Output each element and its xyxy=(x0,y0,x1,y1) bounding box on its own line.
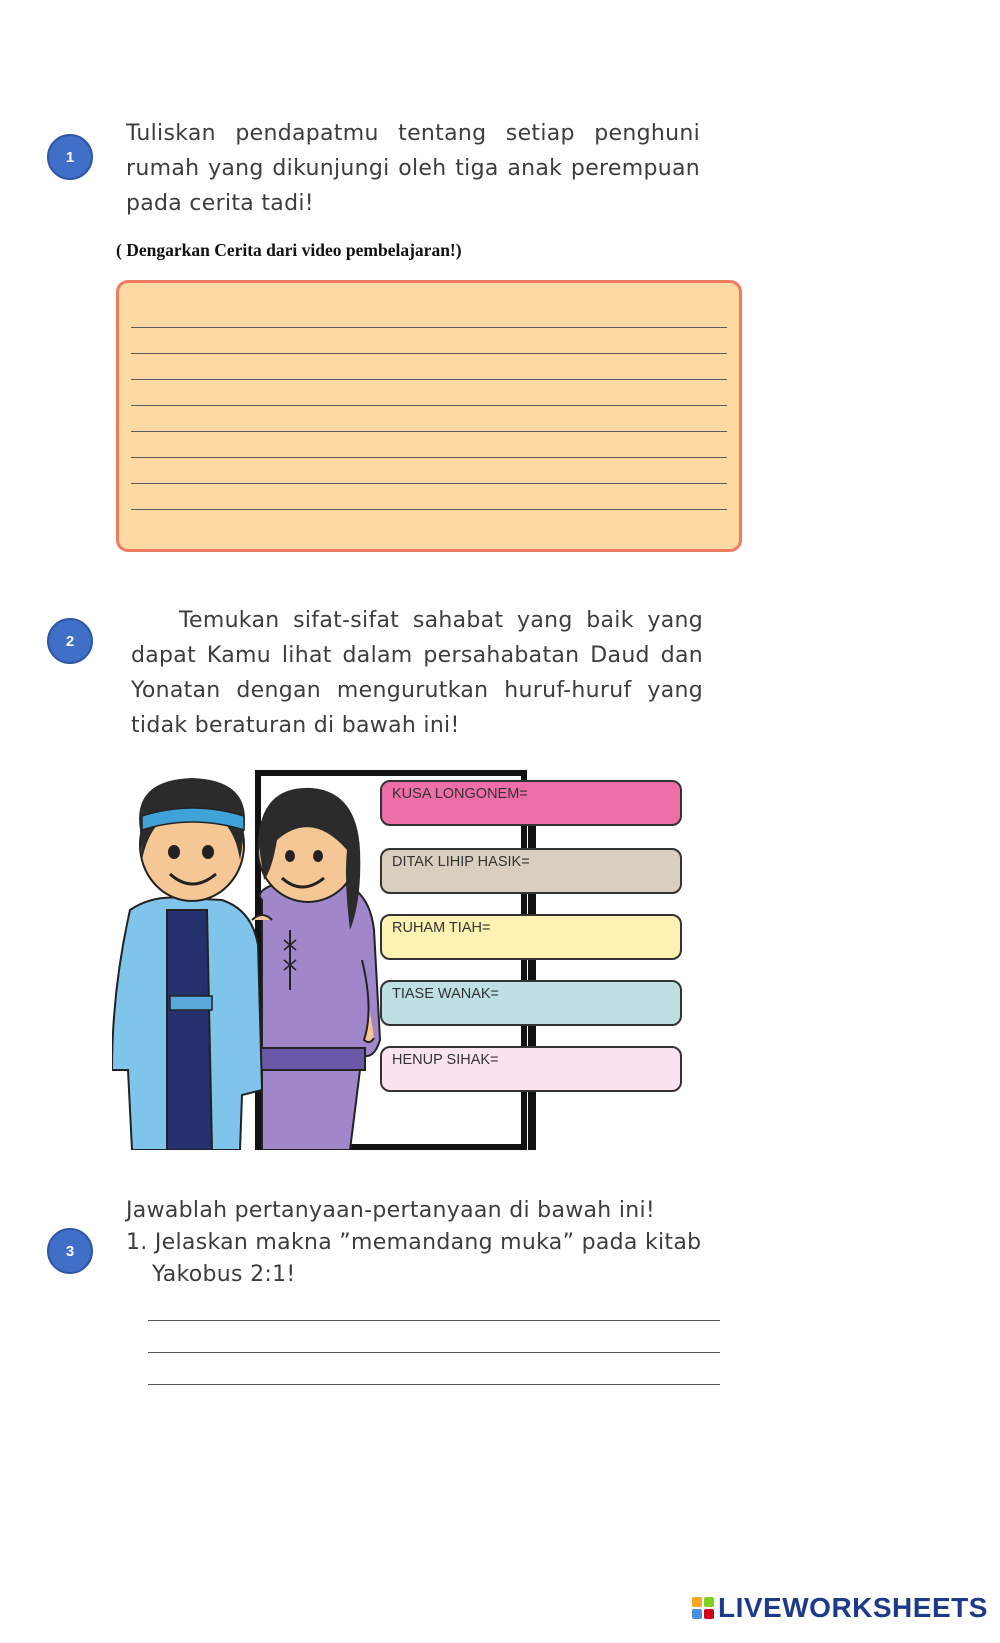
logo-cell xyxy=(692,1609,702,1619)
answer-box[interactable] xyxy=(116,280,742,552)
question-3-heading: Jawablah pertanyaan-pertanyaan di bawah ini! xyxy=(126,1198,656,1223)
scrambled-word-box[interactable] xyxy=(380,1046,682,1092)
question-number: 2 xyxy=(65,632,75,650)
word-puzzle-illustration xyxy=(112,770,682,1166)
scrambled-word-box[interactable] xyxy=(380,780,682,826)
question-number-badge xyxy=(47,1228,93,1274)
question-number: 3 xyxy=(65,1242,75,1260)
logo-cell xyxy=(692,1597,702,1607)
answer-line xyxy=(131,509,727,510)
scrambled-word: RUHAM TIAH= xyxy=(392,920,491,936)
scrambled-word: TIASE WANAK= xyxy=(392,986,500,1002)
answer-line xyxy=(131,457,727,458)
answer-line xyxy=(131,405,727,406)
question-3-item-cont: Yakobus 2:1! xyxy=(152,1262,296,1287)
answer-line xyxy=(131,353,727,354)
answer-line xyxy=(131,379,727,380)
scrambled-word: KUSA LONGONEM= xyxy=(392,786,528,802)
liveworksheets-logo[interactable] xyxy=(692,1592,988,1624)
logo-cell xyxy=(704,1597,714,1607)
question-2-text: Temukan sifat-sifat sahabat yang baik yang dapat Kamu lihat dalam persahabatan Daud dan Yonatan dengan mengurutkan huruf-huruf yang tidak beraturan di bawah ini! xyxy=(131,608,703,738)
answer-line xyxy=(131,431,727,432)
answer-line[interactable] xyxy=(148,1352,720,1353)
scrambled-word: DITAK LIHIP HASIK= xyxy=(392,854,530,870)
answer-line xyxy=(131,327,727,328)
scrambled-word-box[interactable] xyxy=(380,914,682,960)
question-1-text: Tuliskan pendapatmu tentang setiap penghuni rumah yang dikunjungi oleh tiga anak perempuan pada cerita tadi! xyxy=(126,121,700,216)
logo-cell xyxy=(704,1609,714,1619)
scrambled-word-box[interactable] xyxy=(380,848,682,894)
scrambled-word: HENUP SIHAK= xyxy=(392,1052,499,1068)
friends-illustration xyxy=(112,770,402,1150)
answer-line xyxy=(131,483,727,484)
listening-note: ( Dengarkan Cerita dari video pembelajaran!) xyxy=(116,240,462,260)
answer-line[interactable] xyxy=(148,1320,720,1321)
question-3-item: 1. Jelaskan makna ”memandang muka” pada kitab xyxy=(126,1230,702,1255)
answer-line[interactable] xyxy=(148,1384,720,1385)
logo-text: LIVEWORKSHEETS xyxy=(718,1592,988,1623)
question-number-badge xyxy=(47,134,93,180)
question-number-badge xyxy=(47,618,93,664)
scrambled-word-box[interactable] xyxy=(380,980,682,1026)
question-number: 1 xyxy=(65,148,75,166)
logo-grid-icon xyxy=(692,1597,714,1619)
